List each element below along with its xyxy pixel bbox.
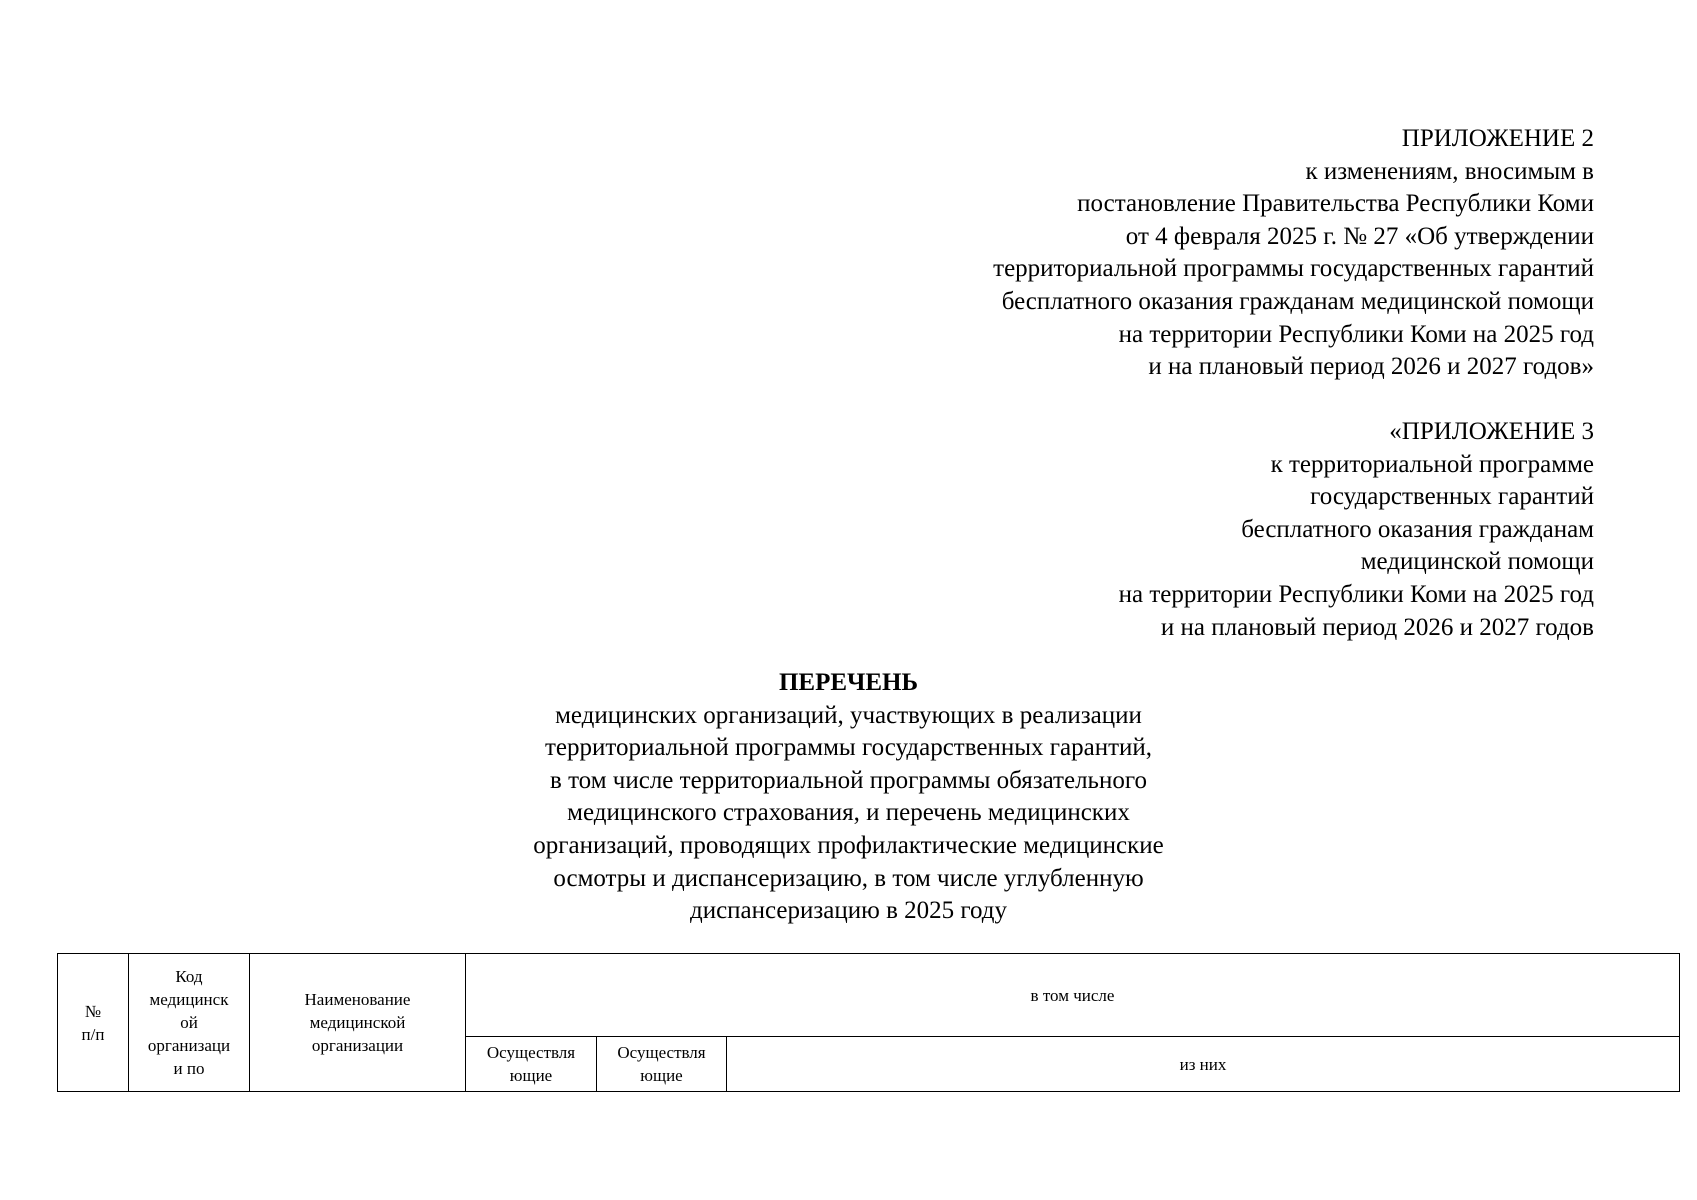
appendix-3-line: на территории Республики Коми на 2025 год [1118,580,1594,608]
organizations-table [57,953,1680,1092]
appendix-2-line: постановление Правительства Республики Коми [1077,190,1594,218]
header-text: Осуществля [617,1043,706,1062]
heading-line: диспансеризацию в 2025 году [689,897,1008,925]
header-cell-sub-1 [466,1037,597,1092]
list-title: ПЕРЕЧЕНЬ [778,669,919,696]
header-text: Осуществля [486,1043,576,1062]
heading-line: медицинских организаций, участвующих в реализации [555,701,1142,729]
appendix-3-line: государственных гарантий [1310,483,1594,511]
header-text: ющие [509,1066,553,1085]
header-text: в том числе [1030,985,1115,1005]
heading-line: территориальной программы государственных гарантий, [544,734,1153,762]
appendix-2-line: и на плановый период 2026 и 2027 годов» [1148,353,1594,381]
header-text: организаци [147,1036,231,1055]
header-cell-code [129,954,250,1092]
header-cell-of-them [727,1037,1680,1092]
header-text: и по [173,1059,205,1078]
header-cell-name [250,954,466,1092]
header-text: медицинской [309,1013,406,1032]
header-text: организации [311,1036,404,1055]
appendix-2-line: к изменениям, вносимым в [1305,157,1594,185]
header-text: медицинск [149,990,229,1009]
header-cell-including [466,954,1680,1037]
header-text: п/п [81,1024,105,1044]
header-text: из них [1179,1054,1227,1074]
appendix-2-line: на территории Республики Коми на 2025 год [1118,320,1594,348]
appendix-3-line: к территориальной программе [1270,450,1594,478]
appendix-3-block [1119,416,1594,644]
header-text: № [84,1001,102,1021]
heading-line: организаций, проводящих профилактические медицинские [533,831,1164,859]
header-text: ой [180,1013,198,1032]
appendix-2-block [993,123,1594,384]
appendix-2-line: от 4 февраля 2025 г. № 27 «Об утверждении [1125,222,1594,250]
header-text: Код [175,967,203,986]
appendix-3-line: бесплатного оказания гражданам [1241,515,1594,543]
heading-line: медицинского страхования, и перечень медицинских [567,799,1130,827]
appendix-3-line: медицинской помощи [1360,548,1594,576]
appendix-2-line: бесплатного оказания гражданам медицинской помощи [1001,287,1594,315]
heading-line: осмотры и диспансеризацию, в том числе углубленную [553,864,1144,892]
header-cell-sub-2 [597,1037,727,1092]
header-text: ющие [640,1066,683,1085]
list-heading [0,667,1697,928]
appendix-3-line: и на плановый период 2026 и 2027 годов [1160,613,1594,641]
heading-line: в том числе территориальной программы обязательного [550,766,1147,794]
header-cell-number [58,954,129,1092]
header-text: Наименование [304,990,411,1009]
appendix-2-line: территориальной программы государственных гарантий [993,255,1594,283]
appendix-2-line: ПРИЛОЖЕНИЕ 2 [1401,125,1594,152]
appendix-3-line: «ПРИЛОЖЕНИЕ 3 [1389,418,1594,445]
